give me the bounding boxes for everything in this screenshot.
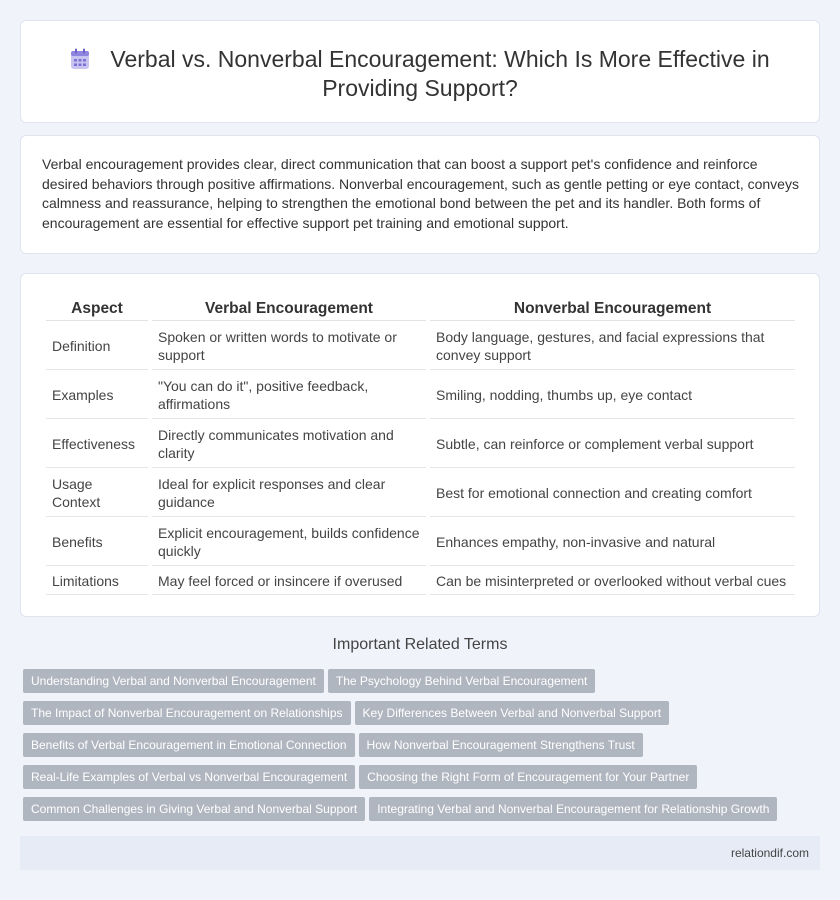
related-terms-title: Important Related Terms (332, 636, 508, 653)
related-term-tag[interactable]: Understanding Verbal and Nonverbal Encouragement (23, 669, 324, 693)
nonverbal-cell: Can be misinterpreted or overlooked without verbal cues (430, 568, 795, 595)
aspect-cell: Effectiveness (46, 421, 148, 468)
header-aspect: Aspect (46, 297, 148, 321)
aspect-cell: Limitations (46, 568, 148, 595)
table-row (46, 372, 795, 419)
verbal-cell: Spoken or written words to motivate or support (152, 323, 426, 370)
verbal-cell: Ideal for explicit responses and clear guidance (152, 470, 426, 517)
page-title: Verbal vs. Nonverbal Encouragement: Which Is More Effective in Providing Support? (110, 46, 770, 101)
table-row (46, 568, 795, 595)
table-header-row (46, 297, 795, 321)
verbal-cell: "You can do it", positive feedback, affirmations (152, 372, 426, 419)
tag-row (23, 701, 813, 733)
aspect-cell: Benefits (46, 519, 148, 566)
aspect-cell: Definition (46, 323, 148, 370)
verbal-cell: Explicit encouragement, builds confidence quickly (152, 519, 426, 566)
tag-row (23, 733, 813, 765)
footer (20, 836, 820, 870)
related-term-tag[interactable]: The Impact of Nonverbal Encouragement on Relationships (23, 701, 351, 725)
intro-text: Verbal encouragement provides clear, direct communication that can boost a support pet's confidence and reinforce desired behaviors through positive affirmations. Nonverbal encouragement, such as gentle petting or eye contact, conveys calmness and reassurance, helping to strengthen the emotional bond between the pet and its handler. Both forms of encouragement are essential for effective support pet training and emotional support. (42, 156, 799, 231)
intro-card (20, 135, 820, 254)
nonverbal-cell: Subtle, can reinforce or complement verbal support (430, 421, 795, 468)
related-term-tag[interactable]: Common Challenges in Giving Verbal and Nonverbal Support (23, 797, 365, 821)
nonverbal-cell: Best for emotional connection and creating comfort (430, 470, 795, 517)
table-row (46, 323, 795, 370)
related-term-tag[interactable]: How Nonverbal Encouragement Strengthens Trust (359, 733, 643, 757)
nonverbal-cell: Enhances empathy, non-invasive and natural (430, 519, 795, 566)
comparison-table (42, 295, 799, 597)
calendar-icon (70, 48, 90, 70)
page-title-wrap (21, 45, 819, 103)
related-term-tag[interactable]: Choosing the Right Form of Encouragement for Your Partner (359, 765, 697, 789)
table-row (46, 519, 795, 566)
table-row (46, 470, 795, 517)
related-term-tag[interactable]: Integrating Verbal and Nonverbal Encouragement for Relationship Growth (369, 797, 777, 821)
comparison-table-card (20, 273, 820, 617)
tag-row (23, 765, 813, 797)
aspect-cell: Usage Context (46, 470, 148, 517)
related-term-tag[interactable]: The Psychology Behind Verbal Encouragement (328, 669, 596, 693)
verbal-cell: May feel forced or insincere if overused (152, 568, 426, 595)
header-card (20, 20, 820, 123)
tag-row (23, 797, 813, 829)
related-term-tag[interactable]: Key Differences Between Verbal and Nonverbal Support (355, 701, 670, 725)
tag-row (23, 669, 813, 701)
header-verbal: Verbal Encouragement (152, 297, 426, 321)
related-terms-list (23, 669, 813, 829)
nonverbal-cell: Body language, gestures, and facial expressions that convey support (430, 323, 795, 370)
verbal-cell: Directly communicates motivation and clarity (152, 421, 426, 468)
table-row (46, 421, 795, 468)
related-term-tag[interactable]: Real-Life Examples of Verbal vs Nonverbal Encouragement (23, 765, 355, 789)
footer-site-link[interactable]: relationdif.com (730, 846, 809, 860)
aspect-cell: Examples (46, 372, 148, 419)
nonverbal-cell: Smiling, nodding, thumbs up, eye contact (430, 372, 795, 419)
related-term-tag[interactable]: Benefits of Verbal Encouragement in Emotional Connection (23, 733, 355, 757)
header-nonverbal: Nonverbal Encouragement (430, 297, 795, 321)
